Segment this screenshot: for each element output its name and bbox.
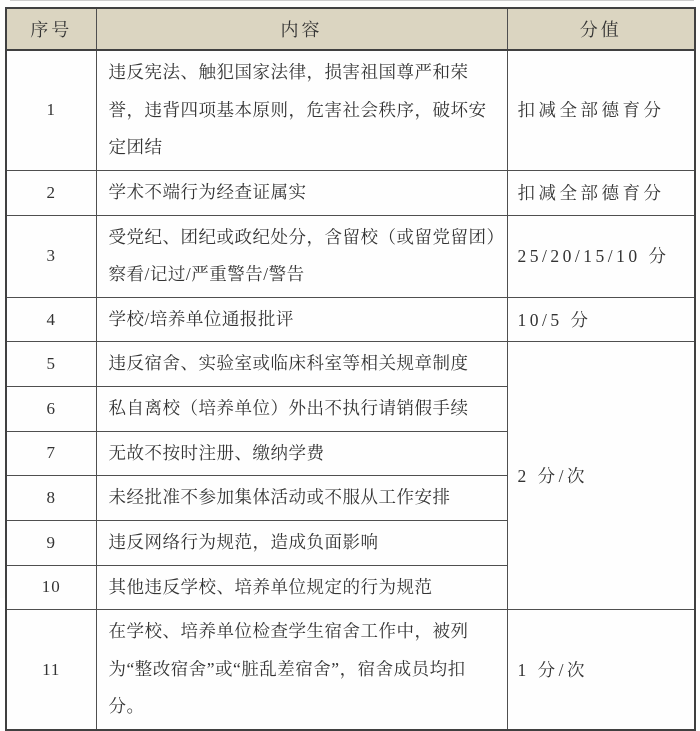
row-content: 无故不按时注册、缴纳学费 bbox=[96, 431, 507, 476]
row-index: 8 bbox=[6, 476, 96, 521]
row-content: 私自离校（培养单位）外出不执行请销假手续 bbox=[96, 387, 507, 432]
row-score: 25/20/15/10 分 bbox=[507, 215, 695, 297]
row-index: 2 bbox=[6, 170, 96, 215]
row-index: 6 bbox=[6, 387, 96, 432]
table-header-row bbox=[6, 8, 695, 50]
table-row bbox=[6, 342, 695, 387]
row-index: 9 bbox=[6, 520, 96, 565]
row-score: 10/5 分 bbox=[507, 297, 695, 342]
table-row bbox=[6, 297, 695, 342]
row-content: 违反宿舍、实验室或临床科室等相关规章制度 bbox=[96, 342, 507, 387]
row-content: 违反宪法、触犯国家法律，损害祖国尊严和荣誉，违背四项基本原则，危害社会秩序，破坏安定团结 bbox=[96, 50, 507, 170]
header-cell-index: 序号 bbox=[6, 8, 96, 50]
row-content: 学校/培养单位通报批评 bbox=[96, 297, 507, 342]
header-cell-content: 内容 bbox=[96, 8, 507, 50]
row-index: 1 bbox=[6, 50, 96, 170]
row-index: 10 bbox=[6, 565, 96, 610]
row-content: 学术不端行为经查证属实 bbox=[96, 170, 507, 215]
row-score: 扣减全部德育分 bbox=[507, 170, 695, 215]
row-content: 受党纪、团纪或政纪处分，含留校（或留党留团）察看/记过/严重警告/警告 bbox=[96, 215, 507, 297]
table-row bbox=[6, 215, 695, 297]
row-index: 7 bbox=[6, 431, 96, 476]
row-content: 在学校、培养单位检查学生宿舍工作中，被列为“整改宿舍”或“脏乱差宿舍”，宿舍成员均扣分。 bbox=[96, 610, 507, 730]
row-content: 违反网络行为规范，造成负面影响 bbox=[96, 520, 507, 565]
row-score: 扣减全部德育分 bbox=[507, 50, 695, 170]
row-score: 1 分/次 bbox=[507, 610, 695, 730]
top-hairline bbox=[10, 0, 694, 1]
row-score-merged: 2 分/次 bbox=[507, 342, 695, 610]
table-row bbox=[6, 50, 695, 170]
row-content: 其他违反学校、培养单位规定的行为规范 bbox=[96, 565, 507, 610]
row-index: 3 bbox=[6, 215, 96, 297]
header-cell-score: 分值 bbox=[507, 8, 695, 50]
row-index: 4 bbox=[6, 297, 96, 342]
table-row bbox=[6, 170, 695, 215]
row-index: 5 bbox=[6, 342, 96, 387]
table-row bbox=[6, 610, 695, 730]
row-index: 11 bbox=[6, 610, 96, 730]
row-content: 未经批准不参加集体活动或不服从工作安排 bbox=[96, 476, 507, 521]
deduction-score-table bbox=[5, 7, 696, 731]
